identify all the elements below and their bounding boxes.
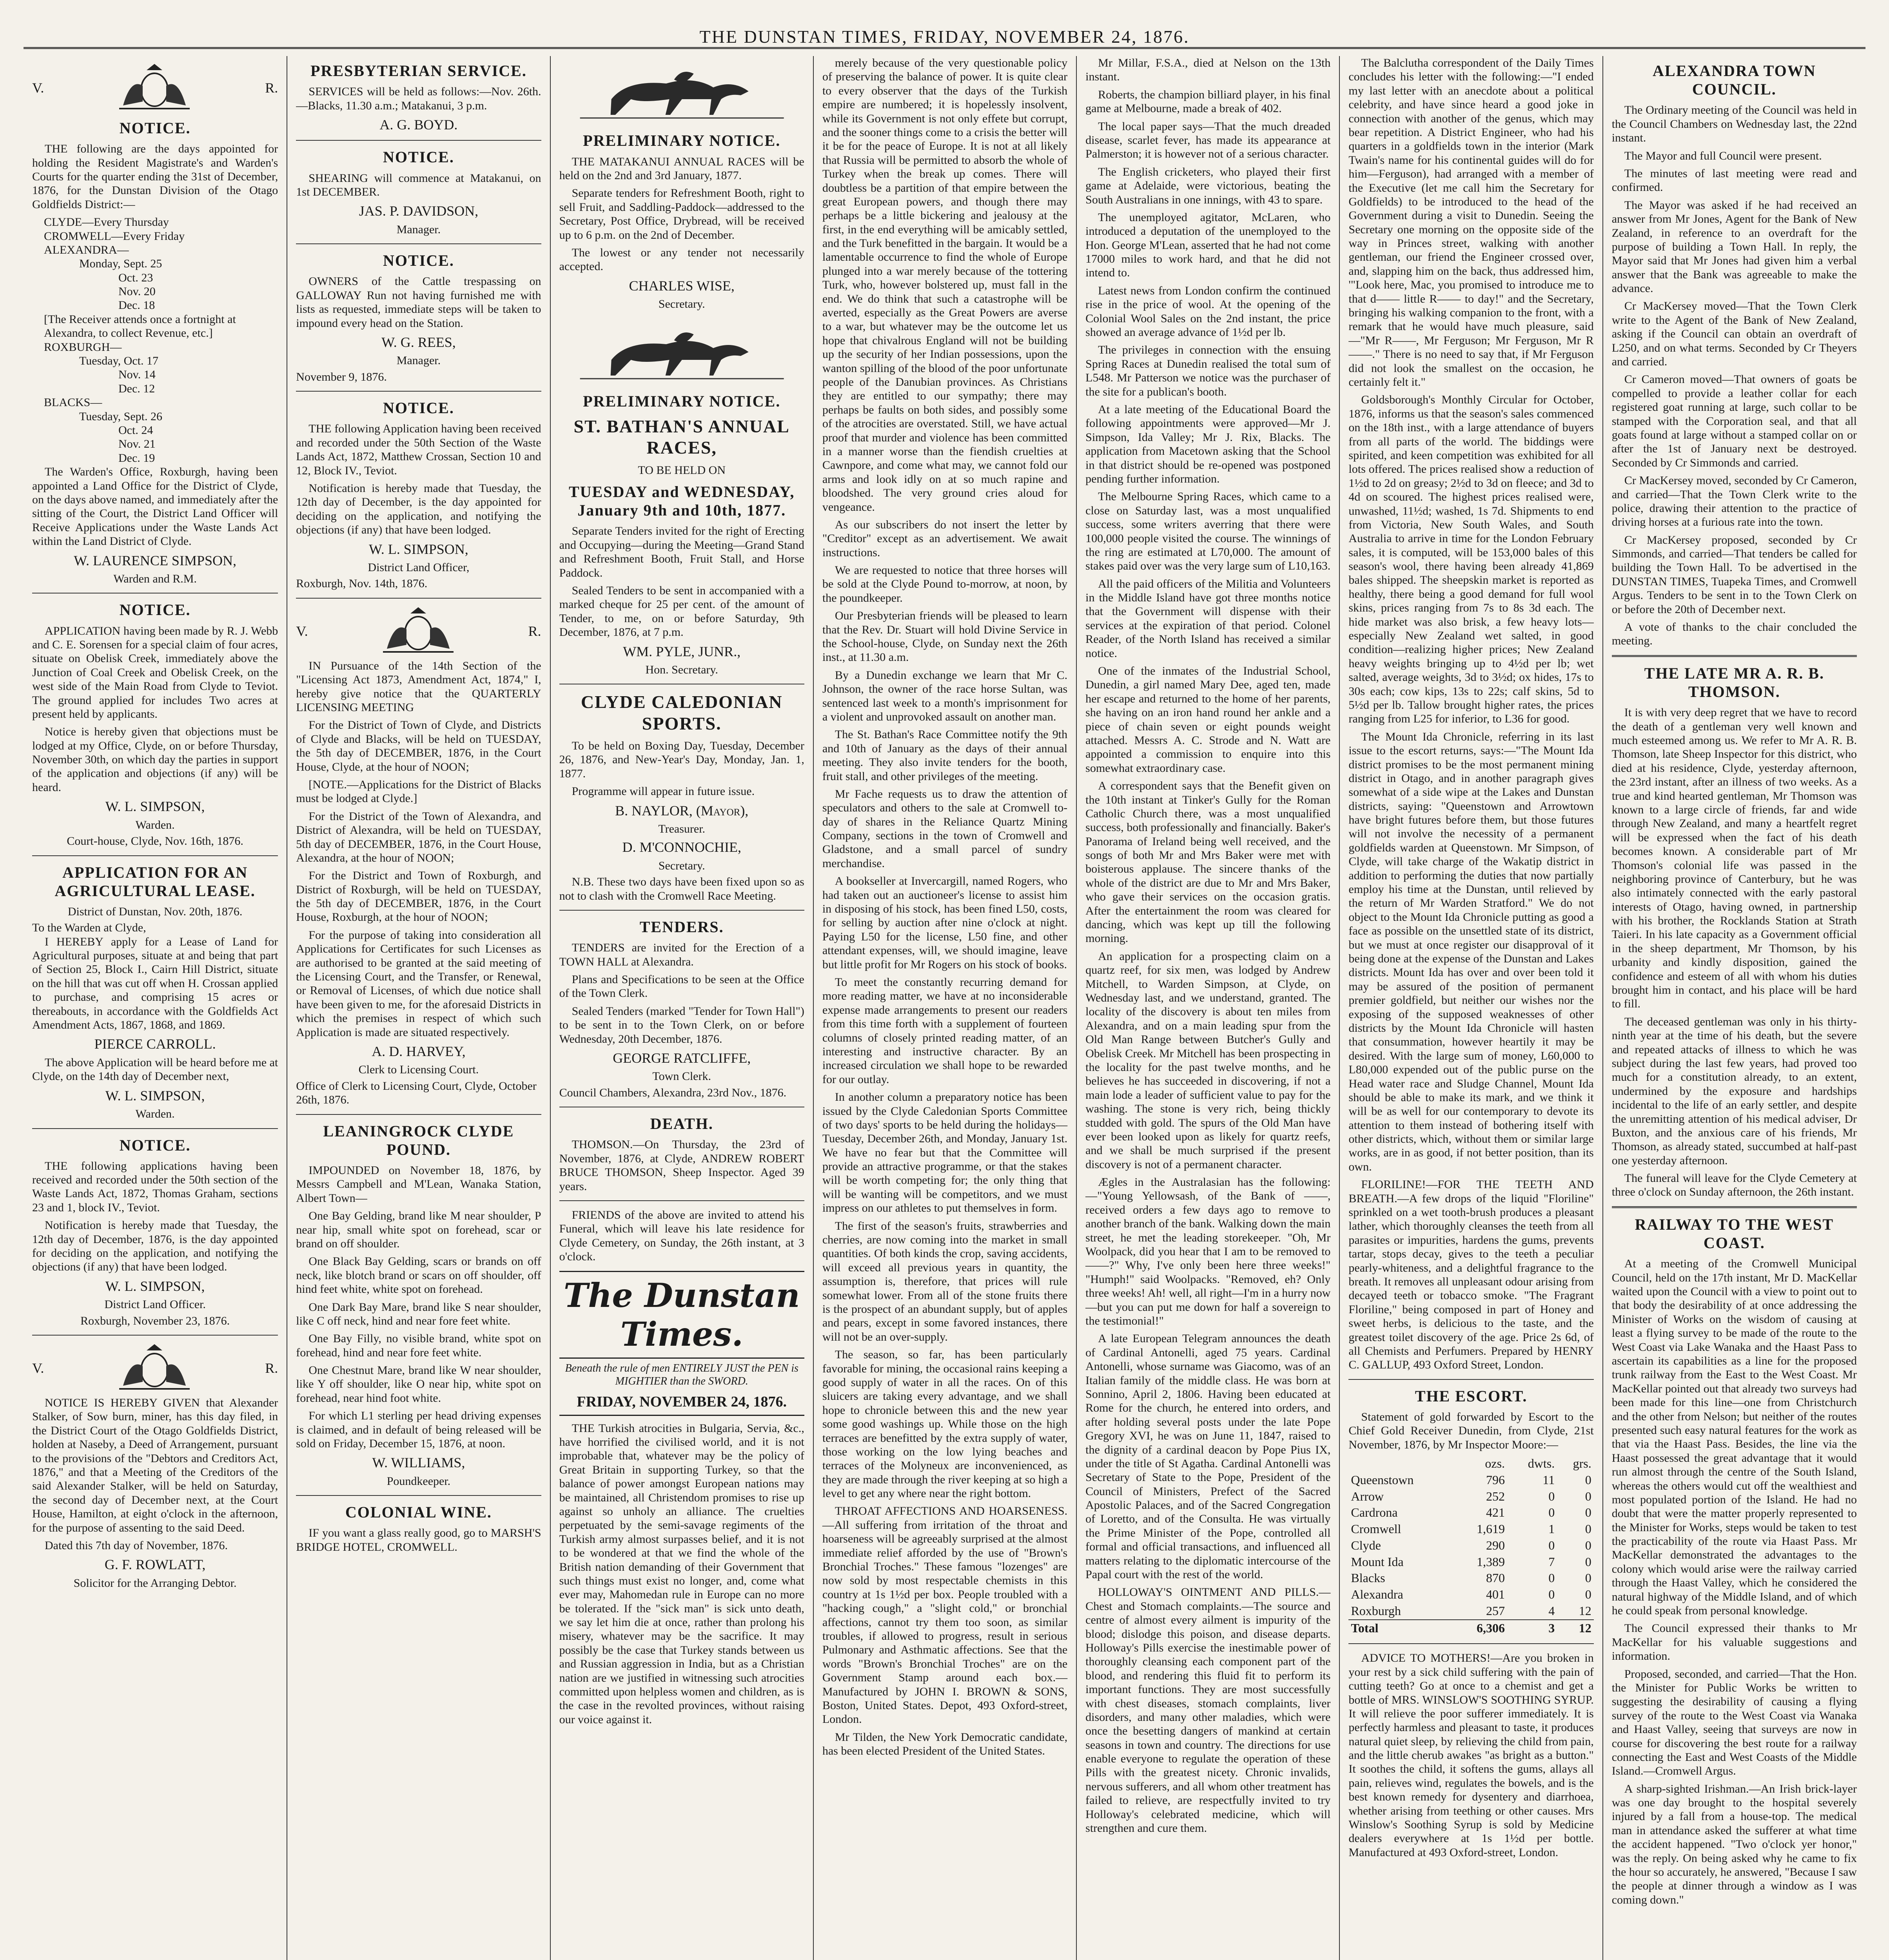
pound-item: One Chestnut Mare, brand like W near shoulder, like Y off shoulder, like O near hip, white spot on forehead, near hind foot white. [296,1364,541,1405]
news-items [1085,56,1330,1835]
news-paragraph: The privileges in connection with the ensuing Spring Races at Dunedin realised the total sum of L548. Mr Patterson we notice was the purchaser of the site for a publican's booth. [1085,343,1331,398]
column-2 [287,56,550,1960]
place-date: Office of Clerk to Licensing Court, Clyde, October 26th, 1876. [296,1079,537,1107]
news-paragraph: The Mount Ida Chronicle, referring in its last issue to the escort returns, says:—"The Mount Ida district promises to be the most permanent mining district in Otago, and in another paragraph gives somewhat of a side wipe at the Lakes and Dunstan districts, saying: "Queenstown and Arrowtown have bright futures before them, but those futures will not involve the necessity of a permanent goldfields warden at Queenstown. Mr Simpson, of Clyde, will take charge of the Wakatip district in addition to performing the duties that now partially employ his time at the Dunstan, until relieved by the return of Mr Warden Stratford." We do not object to the Mount Ida Chronicle putting as good a face as possible on the unsettled state of its district, but we must at once register our disapproval of it being done at the expense of the Dunstan and Lakes districts. Mount Ida has over and over been told it may be assured of the position of permanent premier goldfield, but neither our wishes nor the exposing of the supposed weaknesses of other districts by the Mount Ida Chronicle will hasten that consummation, however heartily it may be desired. With the large sum of money, L60,000 to L80,000 expended out of the public purse on the Head water race and Sludge Channel, Mount Ida should be able to make its mark, and we think it will be as well for our contemporary to devote its attention to them instead of bothering itself with other districts, which, without them or similar large works, are in as good, if not better position, than its own. [1348,730,1594,1173]
signature: W. WILLIAMS, [372,1455,465,1471]
news-paragraph: The unemployed agitator, McLaren, who introduced a deputation of the unemployed to the Hon. George M'Lean, asserted that he had not come 17000 miles to work hard, and that he did not intend to. [1085,211,1331,279]
royal-crest [296,606,541,657]
news-paragraph: All the paid officers of the Militia and Volunteers in the Middle Island have got three months notice that the Government will dispense with their services at the expiration of that period. Colonel Reader, of the North Island has received a similar notice. [1085,577,1331,660]
signature-title: Warden. [135,818,175,831]
council-paragraph: Cr MacKersey proposed, seconded by Cr Simmonds, and carried—That tenders be called for building the Town Hall. To be advertised in the DUNSTAN TIMES, Tuapeka Times, and Cromwell Argus. Tenders to be sent in to the Town Clerk on or before the 20th of December next. [1611,533,1857,616]
table-cell: Total [1348,1620,1455,1637]
pound-item: One Bay Filly, no visible brand, white spot on forehead, hind and near fore feet white. [296,1332,541,1359]
pound-footer: For which L1 sterling per head driving expenses is claimed, and in default of being released will be sold on Friday, December 15, 1876, at noon. [296,1409,541,1450]
table-cell: Cardrona [1351,1505,1398,1520]
table-cell: 401 [1486,1587,1505,1602]
place-date: Court-house, Clyde, Nov. 16th, 1876. [67,835,243,848]
signature-title: Warden and R.M. [113,572,197,585]
tenders-body: Plans and Specifications to be seen at the Office of the Town Clerk. [559,973,804,1000]
pound-body: IMPOUNDED on November 18, 1876, by Messrs Campbell and M'Lean, Wanaka Station, Albert Town— [296,1164,541,1205]
place-date: District of Dunstan, Nov. 20th, 1876. [67,905,243,918]
table-row [1348,1537,1593,1554]
bathans-sub: TO BE HELD ON [638,463,726,477]
court-date-line: Tuesday, Oct. 17 [79,354,158,368]
news-paragraph: A late European Telegram announces the death of Cardinal Antonelli, aged 75 years. Cardinal Antonelli, whose surname was Giacomo, was of an Italian family of the middle class. He was born at Sonnino, April 2, 1806. Having been educated at Rome for the church, he entered into orders, and after holding several posts under the late Pope Gregory XVI, he was on June 11, 1847, raised to the dignity of a cardinal deacon by Pope Pius IX, under the title of St Agatha. Cardinal Antonelli was Secretary of State to the Pope, President of the Council of Ministers, Prefect of the Sacred Apostolic Palaces, and of the Sacred Congregation of Loretto, and of the Consulta. He was virtually the Prime Minister of the Pope, controlled all formal and official transactions, and influenced all matters relating to the diplomatic intercourse of the Papal court with the rest of the world. [1085,1332,1331,1581]
prelim-heading: PRELIMINARY NOTICE. [583,132,781,150]
signature-title: Solicitor for the Arranging Debtor. [73,1576,237,1590]
council-paragraph: The Mayor was asked if he had received an answer from Mr Jones, Agent for the Bank of New Zealand, in reference to an overdraft for the purpose of building a Town Hall. In reply, the Mayor said that Mr Jones had given him a verbal answer that the Bank was agreeable to make the advance. [1611,198,1857,295]
wine-heading: COLONIAL WINE. [345,1503,492,1521]
table-cell: 6,306 [1455,1620,1507,1637]
news-paragraph: The season, so far, has been particularly favorable for mining, the occasional rains keeping a good supply of water in all the races. On of this sluicers are taking every advantage, and we shall hope to chronicle between this and the new year some good washings up. While those on the high terraces are benefitted by the extra supply of water, those working on the low lying beaches and terraces of the Molyneux are inconvenienced, as they are made through the river keeping at so high a level to get any where near the right bottom. [822,1348,1068,1500]
escort-intro: Statement of gold forwarded by Escort to the Chief Gold Receiver Dunedin, from Clyde, 21st November, 1876, by Mr Inspector Moore:— [1348,1410,1594,1451]
tenders-heading: TENDERS. [639,918,724,936]
bathans-body: Separate Tenders invited for the right of Erecting and Occupying—during the Meeting—Grand Stand and Refreshment Booth, Fruit Stall, and Horse Paddock. [559,524,804,579]
notice-heading: NOTICE. [119,119,191,137]
court-date-line: Monday, Sept. 25 [79,257,162,270]
page-header [24,0,1865,49]
court-date-line: [The Receiver attends once a fortnight at Alexandra, to collect Revenue, etc.] [44,312,236,340]
licensing-item: [NOTE.—Applications for the District of Blacks must be lodged at Clyde.] [296,778,541,805]
news-paragraph: merely because of the very questionable policy of preserving the balance of power. It is quite clear to every observer that the days of the Turkish empire are numbered; it is hopelessly insolvent, while its Government is not only effete but corrupt, and the sooner things come to a crisis the better will it be for the peace of Europe. It is not at all likely that Russia will be permitted to absorb the whole of Turkey when the break up comes. There will doubtless be a partition of that empire between the great European powers, and though there may perhaps be a little bickering and jealousy at the first, in the end everything will be amicably settled, and the Turk benefitted in the bargain. It would be a lamentable occurrence to find the whole of Europe plunged into a war merely because of the tottering Turk, who, however bolstered up, must fall in the end. We do think that such a catastrophe will be averted, especially as the Great Powers are averse to a war, but whatever may be the outcome let us hope that chivalrous England will not be building up the security of her Indian possessions, upon the wanton spilling of the blood of the poor unfortunate people of the Danubian provinces. As Christians they are entitled to our sympathy; there may perhaps be faults on both sides, and possibly some of the atrocities are overstated. Still, we have actual proof that murder and violence has been committed in a manner worse than the fiendish cruelties at Cawnpore, and come what may, we cannot fold our arms and look idly on at so much rapine and bloodshed. The very ground cries aloud for vengeance. [822,56,1068,514]
prelim-heading: PRELIMINARY NOTICE. [583,392,781,410]
licensing-item: For the District and Town of Roxburgh, and District of Roxburgh, will be held on TUESDAY, the 5th day of DECEMBER, 1876, in the Court House, Roxburgh, at the hour of NOON; [296,869,541,924]
table-cell: 12 [1557,1620,1593,1637]
notice-body: Notification is hereby made that Tuesday, the 12th day of December, 1876, is the day appointed for deciding on the application, and notifying the objections (if any) that have been lodged. [32,1219,278,1274]
table-cell: 0 [1585,1587,1591,1602]
court-date-line: Dec. 18 [118,299,155,312]
signature: B. NAYLOR, (Mayor), [615,802,749,818]
table-row [1348,1504,1593,1521]
royal-crest [32,62,278,113]
court-date-line: BLACKS— [44,396,102,409]
table-cell: 1,619 [1477,1522,1505,1536]
notice-body: THE following Application having been received and recorded under the 50th Section of the Waste Lands Act, 1872, Matthew Crossan, Section 10 and 12, Block IV., Teviot. [296,422,541,477]
column-6 [1339,56,1602,1960]
table-cell: 257 [1486,1603,1505,1618]
signature-title: Clerk to Licensing Court. [358,1063,479,1076]
signature-title: Warden. [135,1107,175,1121]
crest-letter-r: R. [528,623,541,639]
table-cell: 0 [1585,1489,1591,1503]
court-date-line: Tuesday, Sept. 26 [79,410,162,423]
table-header [1348,1455,1455,1472]
signature-title: Town Clerk. [652,1070,711,1083]
pound-heading: LEANINGROCK CLYDE POUND. [323,1122,514,1158]
council-paragraph: Cr Cameron moved—That owners of goats be compelled to provide a leather collar for each registered goat running at large, such collar to be stamped with the Corporation seal, and that all goats found at large without a stamped collar on or after the 1st of January next be destroyed. Seconded by Cr Simmonds and carried. [1611,373,1857,469]
bathans-heading: ST. BATHAN'S ANNUAL RACES, [573,416,790,458]
council-paragraph: A vote of thanks to the chair concluded the meeting. [1611,621,1857,648]
place-date: Council Chambers, Alexandra, 23rd Nov., 1876. [559,1086,787,1099]
council-paragraph: Cr MacKersey moved, seconded by Cr Cameron, and carried—That the Town Clerk write to the police, drawing their attention to the practice of driving horses at a furious rate into the town. [1611,474,1857,529]
signature: W. L. SIMPSON, [105,799,205,815]
table-cell: 0 [1585,1554,1591,1569]
page-title: THE DUNSTAN TIMES, FRIDAY, NOVEMBER 24, 1876. [699,27,1190,47]
thomson-paragraph: The deceased gentleman was only in his thirty-ninth year at the time of his death, but the severe and repeated attacks of illness to which he was subject during the last few years, had proved too much for a constitution already, to an extent, undermined by the exposure and hardships incidental to the life of an early settler, and despite the unremitting attention of his medical adviser, Dr Buxton, and the anxious care of his friends, Mr Thomson, as already stated, succumbed at half-past one yesterday afternoon. [1611,1015,1857,1167]
court-date-line: Nov. 20 [118,285,156,298]
signature: W. LAURENCE SIMPSON, [74,552,236,568]
dateline: FRIDAY, NOVEMBER 24, 1876. [559,1393,804,1416]
caledonian-body: To be held on Boxing Day, Tuesday, December 26, 1876, and New-Year's Day, Monday, Jan. 1, 1877. [559,739,804,780]
notice-body: THE following are the days appointed for holding the Resident Magistrate's and Warden's Courts for the quarter ending the 31st of December, 1876, for the Dunstan Division of the Otago Goldfields District:— [32,142,278,211]
court-date-line: Dec. 19 [118,451,155,465]
news-items [822,56,1067,1758]
court-dates [32,215,278,465]
table-row [1348,1521,1593,1537]
news-paragraph: Mr Tilden, the New York Democratic candidate, has been elected President of the United States. [822,1730,1068,1758]
licensing-item: For the District of the Town of Alexandra, and District of Alexandra, will be held on TUESDAY, 5th day of DECEMBER, 1876, in the Court House, Alexandra, at the hour of NOON; [296,809,541,864]
notice-heading: NOTICE. [383,148,454,166]
royal-crest [32,1343,278,1394]
table-cell: Alexandra [1351,1587,1403,1602]
divider [1612,1206,1857,1208]
news-paragraph: In another column a preparatory notice has been issued by the Clyde Caledonian Sports Committee of two days' sports to be held during the holidays—Tuesday, December 26th, and Monday, January 1st. We have no fear but that the Committee will provide an attractive programme, or that the stakes will be worth competing for; the only thing that will be wanting will be competitors, and we must impress on our athletes to put themselves in form. [822,1091,1068,1215]
news-paragraph: The local paper says—That the much dreaded disease, scarlet fever, has made its appearance at Palmerston; it is however not of a serious character. [1085,120,1331,161]
table-cell: 4 [1548,1603,1555,1618]
notice-body: THE following applications having been received and recorded under the 50th section of the Waste Lands Act, 1872, Thomas Graham, sections 23 and 1, block IV., Teviot. [32,1159,278,1214]
royal-arms-icon [111,1343,198,1394]
racehorse-woodcut [559,56,804,126]
table-cell: 421 [1486,1505,1505,1520]
news-paragraph: THROAT AFFECTIONS AND HOARSENESS.—All suffering from irritation of the throat and hoarseness will be agreeably surprised at the almost immediate relief afforded by the use of "Brown's Bronchial Troches." These famous "lozenges" are now sold by most respectable chemists in this country at 1s 1½d per box. People troubled with a "hacking cough," a "slight cold," or bronchial affections, cannot try them too soon, as similar troubles, if allowed to progress, result in serious Pulmonary and Asthmatic affections. See that the words "Brown's Bronchial Troches" are on the Government Stamp around each box.—Manufactured by JOHN I. BROWN & SONS, Boston, United States. Depot, 493 Oxford-street, London. [822,1504,1068,1726]
table-cell: 252 [1486,1489,1505,1503]
signature: G. F. ROWLATT, [104,1557,206,1573]
news-paragraph: An application for a prospecting claim on a quartz reef, for six men, was lodged by Andrew Mitchell, to Warden Simpson, at Clyde, on Wednesday last, and we understand, granted. The locality of the discovery is about ten miles from Alexandra, and on a main leading spur from the Old Man Range between Butcher's Gully and Obelisk Creek. Mr Mitchell has been prospecting in the locality for the past twelve months, and he believes he has succeeded in discovering, if not a main lode a leader of sufficient value to pay for the washing. The stone is very rich, being thickly studded with gold. The spurs of the Old Man have ever been looked upon as likely for quartz reefs, and we shall be much surprised if the present discovery is not of a permanent character. [1085,949,1331,1171]
railway-paragraph: At a meeting of the Cromwell Municipal Council, held on the 17th instant, Mr D. MacKellar waited upon the Council with a view to point out to that body the desirability of at once addressing the Minister of Works on the wisdom of causing at least a flying survey to be made of the route to the West Coast via Lake Wanaka and the Haast Pass to ascertain its capabilities as a line for the proposed trunk railway from the East to the West Coast. Mr MacKellar pointed out that already two surveys had been made for this line—one from Christchurch and the other from Nelson; but neither of the routes presented such easy natural features for the work as that via the Haast Pass. Besides, the line via the Haast possessed the great advantage that it would run almost through the centre of the South Island, whereas the others would cut off the wealthiest and most populated portion of the Island. He had no doubt that were the matter properly represented to the Minister for Works, steps would be taken to test the practicability of the route via Haast Pass. Mr MacKellar demonstrated the advantages to the colony which would arise were the railway carried through the Haast Valley, which he considered the natural highway of the Middle Island, and of which he could speak from personal knowledge. [1611,1257,1857,1617]
news-items [1348,56,1593,1372]
pound-item: One Black Bay Gelding, scars or brands on off neck, like blotch brand or scars on off shoulder, off hind feet white, white spot on forehead. [296,1255,541,1296]
notice-date: Dated this 7th day of November, 1876. [45,1539,228,1552]
mothers-advert: ADVICE TO MOTHERS!—Are you broken in your rest by a sick child suffering with the pain of cutting teeth? Go at once to a chemist and get a bottle of MRS. WINSLOW'S SOOTHING SYRUP. It will relieve the poor sufferer immediately. It is perfectly harmless and pleasant to taste, it produces natural quiet sleep, by relieving the child from pain, and the little cherub awakes "as bright as a button." It soothes the child, it softens the gums, allays all pain, relieves wind, regulates the bowels, and is the best known remedy for dysentery and diarrhoea, whether arising from teething or other causes. Mrs Winslow's Soothing Syrup is sold by Medicine dealers everywhere at 1s 1½d per bottle. Manufactured at 493 Oxford-street, London. [1348,1651,1594,1859]
table-cell: 0 [1585,1538,1591,1552]
signature: D. M'CONNOCHIE, [622,839,741,855]
notice-body: NOTICE IS HEREBY GIVEN that Alexander Stalker, of Sow burn, miner, has this day filed, in the District Court of the Otago Goldfields District, holden at Naseby, a Deed of Arrangement, pursuant to the provisions of the "Debtors and Creditors Act, 1876," and that a Meeting of the Creditors of the said Alexander Stalker, will be held on Saturday, the second day of December next, at the Court House, Hamilton, at eight o'clock in the afternoon, for the purpose of assenting to the said Deed. [32,1396,278,1534]
licensing-item: For the purpose of taking into consideration all Applications for Certificates for such Licenses as are authorised to be granted at the said meeting of the Licensing Court, and the Transfer, or Renewal, or Removal of Licenses, of which due notice shall have been given to me, for the aforesaid Districts in which the premises in respect of which such Application is made are situated respectively. [296,928,541,1039]
table-cell: Mount Ida [1351,1554,1404,1569]
notice-body: Notification is hereby made that Tuesday, the 12th day of December, is the day appointed for deciding on the application, and notifying the objections (if any) that have been lodged. [296,482,541,537]
death-body: THOMSON.—On Thursday, the 23rd of November, 1876, at Clyde, ANDREW ROBERT BRUCE THOMSON, Sheep Inspector. Aged 39 years. [559,1138,804,1193]
signature: A. D. HARVEY, [372,1043,466,1059]
signature-title: Poundkeeper. [387,1474,451,1488]
place-date: Roxburgh, November 23, 1876. [80,1314,230,1327]
lease-heard: The above Application will be heard before me at Clyde, on the 14th day of December next, [32,1056,278,1083]
bathans-body: Sealed Tenders to be sent in accompanied with a marked cheque for 25 per cent. of the amount of Tender, to me, on or before Saturday, 9th December, 1876, at 7 p.m. [559,584,804,639]
prelim-body: THE MATAKANUI ANNUAL RACES will be held on the 2nd and 3rd January, 1877. [559,155,804,182]
signature: W. G. REES, [381,334,456,350]
news-paragraph: The Balclutha correspondent of the Daily Times concludes his letter with the following:—"I ended my last letter with an anecdote about a political celebrity, and have since heard a good joke in connection with another of the genus, which may bear repetition. A District Engineer, who had his quarters in a goldfields town in the interior (Mark Twain's name for his continental guides will do for him—Ferguson), had arranged with a member of the Executive (let me call him the Secretary for Goldfields) to be introduced to the head of the Government during a visit to Dunedin. Seeing the Secretary one morning on the opposite side of the way in Princes street, walking with another gentleman, our friend the Engineer crossed over, and, slapping him on the back, thus addressed him, '"Look here, Mac, you promised to introduce me to that d—— little R—— to day!" and the Secretary, bringing his walking companion to the front, with a remark that he would have much pleasure, said—"Mr R——, Mr Ferguson; Mr Ferguson, Mr R——." There is no need to say that, if Mr Ferguson did not look the smallest on the occasion, he certainly felt it." [1348,56,1594,388]
table-header-row [1348,1455,1593,1472]
table-cell: 0 [1548,1538,1555,1552]
escort-heading: THE ESCORT. [1415,1387,1528,1405]
table-row [1348,1488,1593,1505]
table-cell: 870 [1486,1571,1505,1585]
table-header: grs. [1573,1456,1591,1471]
news-paragraph: By a Dunedin exchange we learn that Mr C. Johnson, the owner of the race horse Sultan, was sentenced last week to a month's imprisonment for a violent and unprovoked assault on another man. [822,668,1068,723]
signature: CHARLES WISE, [629,278,735,294]
caledonian-body: Programme will appear in future issue. [572,785,755,798]
table-row [1348,1554,1593,1570]
table-cell: 0 [1585,1505,1591,1520]
news-paragraph: Roberts, the champion billiard player, in his final game at Melbourne, made a break of 402. [1085,88,1331,115]
divider [1612,655,1857,657]
columns [24,56,1865,1960]
council-paragraph: Cr MacKersey moved—That the Town Clerk write to the Agent of the Bank of New Zealand, asking if the Council can obtain an overdraft of L250, and on what terms. Seconded by Cr Theyers and carried. [1611,299,1857,368]
column-4 [813,56,1076,1960]
royal-arms-icon [111,62,198,113]
court-date-line: Oct. 23 [118,271,153,284]
news-paragraph: One of the inmates of the Industrial School, Dunedin, a girl named Mary Dee, aged ten, made her escape and returned to the home of her parents, she having on an iron hand round her ankle and a piece of chain seven or eight pounds weight attached. Messrs A. C. Strode and N. Watt are appointed a commission to enquire into this somewhat extraordinary case. [1085,664,1331,775]
signature-title: Secretary. [658,298,705,311]
news-paragraph: The Melbourne Spring Races, which came to a close on Saturday last, was a most unqualified success, some writers averring that there were 100,000 people visited the course. The winnings of the ring are estimated at L70,000. The amount of stakes paid over was the very large sum of L10,163. [1085,490,1331,573]
lease-body: I HEREBY apply for a Lease of Land for Agricultural purposes, situate at and being that part of Section 25, Block I., Cairn Hill District, situate on the hill that was cut off when H. Crossan applied to purchase, and comprising 15 acres or thereabouts, in accordance with the Goldfields Act Amendment Acts, 1867, 1868, and 1869. [32,935,278,1031]
news-paragraph: The English cricketers, who played their first game at Adelaide, were victorious, beating the South Australians in one innings, with 43 to spare. [1085,165,1331,206]
railway-paragraph: A sharp-sighted Irishman.—An Irish brick-layer was one day brought to the hospital severely injured by a fall from a house-top. The medical man in attendance asked the sufferer at what time the accident happened. "Two o'clock yer honor," was the reply. On being asked why he came to fix the hour so accurately, he answered, "Because I saw the people at dinner through a window as I was coming down." [1611,1782,1857,1906]
table-cell: 0 [1548,1505,1555,1520]
prelim-body: The lowest or any tender not necessarily accepted. [559,246,804,273]
table-row [1348,1472,1593,1488]
table-cell: Arrow [1351,1489,1384,1503]
court-date-line: Nov. 21 [118,437,156,451]
crest-letter-r: R. [265,80,278,96]
notice-heading: NOTICE. [383,252,454,270]
signature: WM. PYLE, JUNR., [623,643,741,659]
bathans-dates: TUESDAY and WEDNESDAY, January 9th and 10th, 1877. [568,483,795,519]
thomson-paragraph: The funeral will leave for the Clyde Cemetery at three o'clock on Sunday afternoon, the 26th instant. [1611,1172,1857,1199]
court-date-line: ALEXANDRA— [44,243,129,256]
table-cell: 1 [1548,1522,1555,1536]
news-paragraph: To meet the constantly recurring demand for more reading matter, we have at no inconsiderable expense made arrangements to present our readers from this time forth with a supplement of fourteen columns of closely printed reading matter, of an interesting and instructive character. By an increased circulation we shall hope to be rewarded for our outlay. [822,976,1068,1086]
news-paragraph: As our subscribers do not insert the letter by "Creditor" except as an advertisement. We await instructions. [822,518,1068,559]
signature-title: District Land Officer, [368,561,470,574]
table-cell: 0 [1585,1522,1591,1536]
warden-office-text: The Warden's Office, Roxburgh, having been appointed a Land Office for the District of Clyde, on the days above named, and immediately after the sitting of the Court, the District Land Officer will Receive Applications under the Waste Lands Act within the Land District of Clyde. [32,465,278,548]
tenders-body: Sealed Tenders (marked "Tender for Town Hall") to be sent in to the Town Clerk, on or before Wednesday, 20th December, 1876. [559,1004,804,1045]
railway-paragraph: Proposed, seconded, and carried—That the Hon. the Minister for Public Works be written to suggesting the desirability of causing a flying survey of the route to the West Coast via Wanaka and Haast Valley, seeing that surveys are now in course for discovering the best route for a railway connecting the East and West Coasts of the Middle Island.—Cromwell Argus. [1611,1667,1857,1778]
notice-heading: NOTICE. [383,399,454,417]
railway-heading: RAILWAY TO THE WEST COAST. [1635,1215,1834,1252]
news-paragraph: HOLLOWAY'S OINTMENT AND PILLS.—Chest and Stomach complaints.—The source and centre of almost every ailment is impurity of the blood; dislodge this poison, and disease departs. Holloway's Pills exercise the inestimable power of thoroughly cleansing each component part of the blood, and rendering this fluid fit to perform its important functions. They are most successfully with chest diseases, stomach complaints, liver disorders, and many other maladies, which were once the besetting dangers of mankind at certain seasons in town and country. The directions for use enable everyone to regulate the operation of these Pills with the greatest nicety. Chronic invalids, nervous sufferers, and all whom other treatment has failed to relieve, are respectfully invited to try Holloway's celebrated medicine, which will strengthen and cure them. [1085,1586,1331,1835]
crest-letter-v: V. [32,80,44,96]
table-cell: 290 [1486,1538,1505,1552]
tenders-body: TENDERS are invited for the Erection of a TOWN HALL at Alexandra. [559,941,804,968]
licensing-body: IN Pursuance of the 14th Section of the "Licensing Act 1873, Amendment Act, 1874," I, hereby give notice that the QUARTERLY LICENSING MEETING [296,659,541,714]
leader-paragraph: THE Turkish atrocities in Bulgaria, Servia, &c., have horrified the civilised world, and it is not improbable that, whatever may be the policy of Great Britain in supporting Turkey, so that the balance of power amongst European nations may be maintained, all Christendom promises to rise up against so unholy an alliance. The cruelties perpetuated by the semi-savage regiments of the Turkish army almost surpasses belief, and it is not to be wondered at that we find the whole of the British nation demanding of their Government that such things must exist no longer, and, come what ever may, Mahomedan rule in Europe can no more be tolerated. If the "sick man" is sick unto death, we say let him die at once, rather than prolong his misery, whatever may be the sacrifice. It may possibly be the case that Turkey stands between us and Russian aggression in India, but as a Christian nation are we justified in witnessing such atrocities committed upon helpless women and children, as is the case in the revolted provinces, without raising our voice against it. [559,1421,804,1726]
court-date-line: CLYDE—Every Thursday [44,216,169,229]
table-cell: 1,389 [1477,1554,1505,1569]
motto: Beneath the rule of men ENTIRELY JUST the PEN is MIGHTIER than the SWORD. [565,1362,798,1387]
court-date-line: Nov. 14 [118,368,156,381]
signature-title: Manager. [396,354,441,367]
crest-letter-v: V. [296,623,308,639]
table-cell: Clyde [1351,1538,1381,1552]
council-paragraph: The minutes of last meeting were read and confirmed. [1611,167,1857,194]
table-cell: 0 [1585,1472,1591,1487]
thomson-paragraph: It is with very deep regret that we have to record the death of a gentleman very well known and much esteemed among us. We refer to Mr A. R. B. Thomson, late Sheep Inspector for this district, who died at his residence, Clyde, yesterday afternoon, the 23rd instant, after an illness of two weeks. As a true and kind hearted gentleman, Mr Thomson was known to a large circle of friends, far and wide through New Zealand, and many a heartfelt regret will be expressed when the fact of his death becomes known. A considerable part of Mr Thomson's colonial life was passed in the neighboring province of Canterbury, but he was also intimately connected with the early pastoral interests of Otago, having owned, in partnership with his brother, the Rocklands Station at Strath Taieri. In his late capacity as a Government official in the sheep department, Mr Thomson, by his urbanity and kindly disposition, gained the confidence and esteem of all with whom his duties brought him in contact, and his place will be hard to fill. [1611,706,1857,1011]
notice-body: SHEARING will commence at Matakanui, on 1st DECEMBER. [296,171,541,199]
notice-heading: NOTICE. [119,1136,191,1154]
signature: W. L. SIMPSON, [369,541,468,557]
royal-arms-icon [375,606,461,657]
table-cell: Cromwell [1351,1522,1401,1536]
news-paragraph: Latest news from London confirm the continued rise in the price of wool. At the opening of the Colonial Wool Sales on the 2nd instant, the price showed an average advance of 1½d per lb. [1085,284,1331,339]
news-paragraph: We are requested to notice that three horses will be sold at the Clyde Pound to-morrow, at noon, by the poundkeeper. [822,564,1068,604]
news-paragraph: At a late meeting of the Educational Board the following appointments were approved—Mr J. Simpson, Ida Valley; Mr J. Rix, Blacks. The application from Macetown asking that the School in that district should be re-opened was postponed pending further information. [1085,403,1331,485]
signature: W. L. SIMPSON, [105,1087,205,1103]
column-5 [1076,56,1339,1960]
news-paragraph: Our Presbyterian friends will be pleased to learn that the Rev. Dr. Stuart will hold Divine Service in the School-house, Clyde, on Sunday next the 26th inst., at 11.30 a.m. [822,609,1068,664]
news-paragraph: Goldsborough's Monthly Circular for October, 1876, informs us that the season's sales commenced on the 18th inst., with a large attendance of buyers from all parts of the world. The biddings were spirited, and keen competition was exhibited for all lots offered. The prices realised show a reduction of 1½d to 2d on greasy; 2½d to 3d on fleece; and 3d to 4d on scoured. The highest prices realised were, unwashed, 11½d; washed, 1s 7d. Shipments to end from Victoria, New South Wales, and South Australia to arrive in time for the London February sales, it is computed, will be 153,000 bales of this season's wool, there having been already 41,869 bales shipped. The sheepskin market is reported as healthy, there being a good demand for full wool skins, prices ranging from 7s to 8s 3d each. The hide market was also brisk, a few heavy lots—especially New Zealand wet salted, in good condition—realizing higher prices; New Zealand heavy weights bringing up to 4½d per lb; wet salted, average weights, 3d to 3½d; ox hides, 17s to 30s each; cow kips, 13s to 22s; calf skins, 5d to 5½d per lb. Tallow brought higher rates, the prices ranging from L25 for inferior, to L36 for good. [1348,393,1594,726]
news-paragraph: Ægles in the Australasian has the following:—"Young Yellowsash, of the Bank of ——, received orders a few days ago to remove to another branch of the bank. Walking down the main street, he met the leading storekeeper. "Oh, Mr Woolpack, did you hear that I am to be removed to ——?" Why, I've only been here three weeks!" "Humph!" said Woolpacks. "Removed, eh? Only three weeks! Ah! well, all right—I'm in a hurry now—but you can put me down for half a sovereign to the testimonial!" [1085,1176,1331,1327]
table-row [1348,1603,1593,1620]
signature-title: District Land Officer. [104,1298,206,1311]
council-paragraph: The Mayor and full Council were present. [1624,149,1822,162]
table-cell: Queenstown [1351,1472,1414,1487]
masthead: The Dunstan Times. [559,1271,804,1359]
notice-body: OWNERS of the Cattle trespassing on GALLOWAY Run not having furnished me with lists as requested, immediate steps will be taken to impound every head on the Station. [296,275,541,330]
news-paragraph: A correspondent says that the Benefit given on the 10th instant at Tinker's Gully for the Roman Catholic Church there, was a most unqualified success, both professionally and financially. Baker's Panorama of Ireland being well received, and the songs of both Mr and Mrs Baker were met with boisterous applause. The sincere thanks of the whole of the district are due to Mr and Mrs Baker, who gave their services on the occasion gratis. After the entertainment the room was cleared for dancing, which was kept up till the following morning. [1085,779,1331,945]
signature: W. L. SIMPSON, [105,1278,205,1294]
column-1 [24,56,287,1960]
racehorse-icon [559,56,804,123]
table-total-row [1348,1620,1593,1637]
table-cell: 0 [1585,1571,1591,1585]
signature: PIERCE CARROLL. [94,1036,216,1052]
crest-letter-v: V. [32,1360,44,1376]
table-cell: 12 [1579,1603,1591,1618]
addressee: To the Warden at Clyde, [32,921,146,935]
column-7 [1602,56,1865,1960]
table-cell: 796 [1486,1472,1505,1487]
column-3 [550,56,813,1960]
court-date-line: Oct. 24 [118,424,153,437]
news-paragraph: A bookseller at Invercargill, named Rogers, who had taken out an auctioneer's license to assist him in disposing of his stock, has been fined L50, costs, for selling by auction after nine o'clock at night. Paying L50 for the license, L50 fine, and other attendant expenses, will, we should imagine, leave but little profit for Mr Rogers on his stock of books. [822,875,1068,971]
notice-heading: NOTICE. [119,601,191,619]
wine-body: IF you want a glass really good, go to MARSH'S BRIDGE HOTEL, CROMWELL. [296,1526,541,1553]
news-paragraph: Mr Fache requests us to draw the attention of speculators and others to the sale at Cromwell to-day of shares in the Reliance Quartz Mining Company, sections in the town of Cromwell and Gladstone, and a small parcel of sundry merchandise. [822,787,1068,870]
notice-body: APPLICATION having been made by R. J. Webb and C. E. Sorensen for a special claim of four acres, situate on Obelisk Creek, immediately above the Junction of Coal Creek and Obelisk Creek, on the west side of the Main Road from Clyde to Teviot. The ground applied for includes Two acres at present held by applicants. [32,624,278,720]
funeral-body: FRIENDS of the above are invited to attend his Funeral, which will leave his late residence for Clyde Cemetery, on Sunday, the 26th instant, at 3 o'clock. [559,1208,804,1263]
licensing-item: For the District of Town of Clyde, and Districts of Clyde and Blacks, will be held on TUESDAY, the 5th day of DECEMBER, 1876, in the Court House, Clyde, at the hour of NOON; [296,719,541,773]
news-paragraph: FLORILINE!—FOR THE TEETH AND BREATH.—A few drops of the liquid "Floriline" sprinkled on a wet tooth-brush produces a pleasant lather, which thoroughly cleanses the teeth from all parasites or impurities, hardens the gums, prevents tartar, stops decay, gives to the teeth a peculiar pearly-whiteness, and a delightful fragrance to the breath. It removes all unpleasant odour arising from decayed teeth or tobacco smoke. "The Fragrant Floriline," being composed in part of Honey and sweet herbs, is delicious to the taste, and the greatest toilet discovery of the age. Price 2s 6d, of all Chemists and Perfumers. Prepared by HENRY C. GALLUP, 493 Oxford Street, London. [1348,1178,1594,1372]
death-heading: DEATH. [650,1115,713,1133]
table-cell: 3 [1507,1620,1557,1637]
signature: A. G. BOYD. [379,116,458,132]
place-date: November 9, 1876. [296,370,387,383]
table-row [1348,1570,1593,1586]
table-cell: 7 [1548,1554,1555,1569]
table-cell: 0 [1548,1571,1555,1585]
racehorse-woodcut [559,317,804,387]
council-paragraph: The Ordinary meeting of the Council was held in the Council Chambers on Wednesday last, the 22nd instant. [1611,103,1857,145]
place-date: Roxburgh, Nov. 14th, 1876. [296,577,428,590]
caledonian-heading: CLYDE CALEDONIAN SPORTS. [581,692,783,733]
table-header: dwts. [1528,1456,1555,1471]
signature: GEORGE RATCLIFFE, [613,1050,751,1066]
news-paragraph: The St. Bathan's Race Committee notify the 9th and 10th of January as the days of their annual meeting. They also invite tenders for the booth, fruit stall, and other privileges of the meeting. [822,728,1068,783]
notice-body: Notice is hereby given that objections must be lodged at my Office, Clyde, on or before Thursday, November 30th, on which day the parties in support of the application and objections (if any) will be heard. [32,725,278,794]
pound-item: One Dark Bay Mare, brand like S near shoulder, like C off neck, hind and near fore feet white. [296,1300,541,1327]
thomson-heading: THE LATE MR A. R. B. THOMSON. [1644,664,1824,701]
court-date-line: ROXBURGH— [44,340,122,354]
presbyterian-heading: PRESBYTERIAN SERVICE. [310,62,527,80]
racehorse-icon [559,317,804,383]
table-header: ozs. [1485,1456,1505,1471]
caledonian-nb: N.B. These two days have been fixed upon so as not to clash with the Cromwell Race Meeting. [559,875,804,902]
table-cell: 11 [1542,1472,1555,1487]
table-cell: Blacks [1351,1571,1385,1585]
court-date-line: CROMWELL—Every Friday [44,229,185,243]
table-cell: 0 [1548,1587,1555,1602]
table-cell: 0 [1548,1489,1555,1503]
table-cell: Roxburgh [1351,1603,1401,1618]
signature-title: Manager. [396,223,441,236]
signature-title: Secretary. [658,859,705,872]
signature-title: Hon. Secretary. [645,663,718,677]
crest-letter-r: R. [265,1360,278,1376]
court-date-line: Dec. 12 [118,382,155,395]
escort-table [1348,1455,1593,1636]
news-paragraph: Mr Millar, F.S.A., died at Nelson on the 13th instant. [1085,56,1331,83]
signature: JAS. P. DAVIDSON, [359,203,479,219]
lease-heading: APPLICATION FOR AN AGRICULTURAL LEASE. [54,863,256,900]
signature-title: Treasurer. [658,822,706,835]
railway-paragraph: The Council expressed their thanks to Mr MacKellar for his valuable suggestions and information. [1611,1622,1857,1663]
council-heading: ALEXANDRA TOWN COUNCIL. [1653,62,1816,98]
news-paragraph: The first of the season's fruits, strawberries and cherries, are now coming into the market in small quantities. Of both kinds the crop, saving accidents, will exceed all previous years in quantity, the assumption is, therefore, that prices will rule somewhat lower. From all of the stone fruits there is the prospect of an abundant supply, but of apples and pears, except in some favored instances, there will not be an over-supply. [822,1219,1068,1343]
table-row [1348,1586,1593,1603]
presbyterian-body: SERVICES will be held as follows:—Nov. 26th.—Blacks, 11.30 a.m.; Matakanui, 3 p.m. [296,85,541,112]
prelim-body: Separate tenders for Refreshment Booth, right to sell Fruit, and Saddling-Paddock—addressed to the Secretary, Post Office, Drybread, will be received up to 6 p.m. on the 2nd of December. [559,187,804,241]
pound-item: One Bay Gelding, brand like M near shoulder, P near hip, small white spot on forehead, scar or brand on off shoulder. [296,1209,541,1250]
